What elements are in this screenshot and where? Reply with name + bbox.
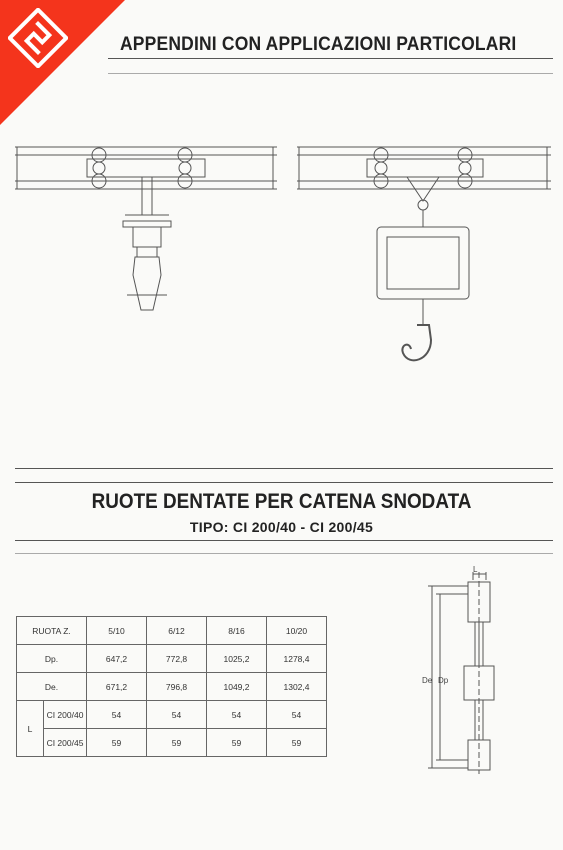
l-dimension-label: L [473, 565, 478, 574]
table-cell: 10/20 [267, 617, 327, 645]
table-cell: 59 [87, 729, 147, 757]
table-row-label: Dp. [17, 645, 87, 673]
table-cell: 1025,2 [207, 645, 267, 673]
table-row [17, 645, 327, 673]
table-cell: 59 [267, 729, 327, 757]
section-divider [15, 468, 553, 469]
table-cell: 54 [207, 701, 267, 729]
subtitle-rule [15, 540, 553, 541]
table-cell: 54 [87, 701, 147, 729]
table-row-label: De. [17, 673, 87, 701]
table-row-label: L [17, 701, 44, 757]
trolley-hook-drawing [297, 135, 551, 375]
table-row [17, 617, 327, 645]
table-row-sublabel: CI 200/40 [44, 701, 87, 729]
title-rule [108, 73, 553, 74]
table-header-label: RUOTA Z. [17, 617, 87, 645]
table-cell: 1278,4 [267, 645, 327, 673]
table-cell: 1302,4 [267, 673, 327, 701]
table-cell: 1049,2 [207, 673, 267, 701]
section-title: RUOTE DENTATE PER CATENA SNODATA [91, 490, 472, 513]
table-cell: 772,8 [147, 645, 207, 673]
table-cell: 647,2 [87, 645, 147, 673]
de-dimension-label: De [422, 676, 433, 685]
sprocket-section-drawing [418, 572, 498, 774]
title-underline [108, 58, 553, 59]
section-divider-2 [15, 482, 553, 483]
table-cell: 59 [147, 729, 207, 757]
table-cell: 8/16 [207, 617, 267, 645]
table-cell: 796,8 [147, 673, 207, 701]
table-row [17, 729, 327, 757]
trolley-clamp-drawing [15, 135, 277, 320]
table-cell: 59 [207, 729, 267, 757]
table-cell: 6/12 [147, 617, 207, 645]
table-cell: 5/10 [87, 617, 147, 645]
subtitle-rule-2 [15, 553, 553, 554]
company-logo-icon [8, 8, 68, 68]
table-cell: 671,2 [87, 673, 147, 701]
sprocket-spec-table [16, 616, 327, 757]
table-row [17, 673, 327, 701]
dp-dimension-label: Dp [438, 676, 449, 685]
table-row [17, 701, 327, 729]
table-cell: 54 [147, 701, 207, 729]
page-title: APPENDINI CON APPLICAZIONI PARTICOLARI [120, 34, 517, 55]
table-cell: 54 [267, 701, 327, 729]
section-subtitle: TIPO: CI 200/40 - CI 200/45 [189, 519, 374, 535]
table-row-sublabel: CI 200/45 [44, 729, 87, 757]
